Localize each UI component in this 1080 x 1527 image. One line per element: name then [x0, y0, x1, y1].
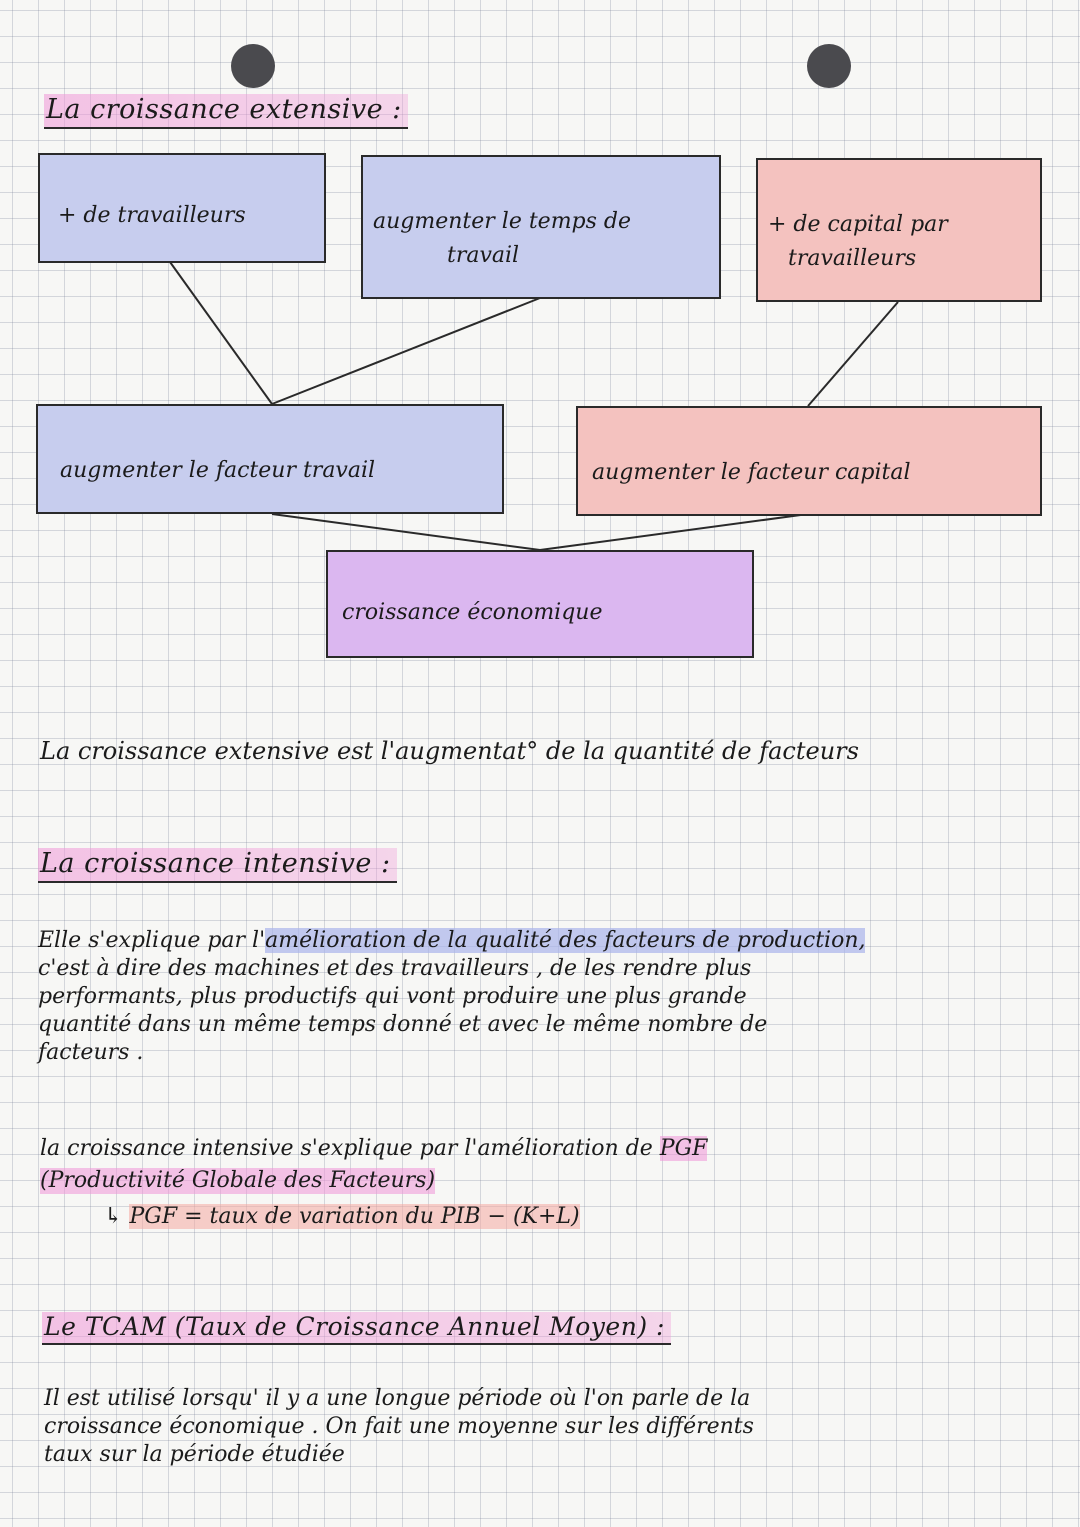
heading-croissance-extensive: La croissance extensive :	[44, 94, 408, 129]
connector-capital-to-factor	[808, 302, 898, 406]
box-more-workers-label: + de travailleurs	[58, 203, 246, 228]
box-more-capital-line1: + de capital par	[768, 212, 948, 237]
box-factor-labor-label: augmenter le facteur travail	[60, 458, 376, 483]
intensive-p1-line3: performants, plus productifs qui vont produire une plus grande	[38, 984, 747, 1009]
box-work-time	[361, 155, 721, 299]
box-more-capital-line2: travailleurs	[788, 246, 917, 271]
intensive-p1-line4: quantité dans un même temps donné et avec le même nombre de	[38, 1012, 768, 1037]
pgf-highlight: PGF	[659, 1136, 708, 1161]
box-work-time-line2: travail	[447, 243, 520, 268]
box-factor-labor	[36, 404, 504, 514]
intensive-p2-line1-start: la croissance intensive s'explique par l'amélioration de	[40, 1136, 653, 1161]
intensive-p1-highlight: amélioration de la qualité des facteurs de production,	[265, 928, 866, 953]
heading-croissance-intensive: La croissance intensive :	[38, 848, 397, 883]
connector-time-to-labor	[272, 298, 540, 404]
intensive-p1-line1-start: Elle s'explique par l'	[38, 928, 266, 953]
connector-capital-to-growth	[540, 514, 808, 550]
heading-tcam: Le TCAM (Taux de Croissance Annuel Moyen) :	[42, 1312, 671, 1345]
box-economic-growth	[326, 550, 754, 658]
box-more-workers	[38, 153, 326, 263]
tcam-line2: croissance économique . On fait une moyenne sur les différents	[44, 1414, 754, 1439]
pgf-formula: PGF = taux de variation du PIB − (K+L)	[129, 1204, 580, 1229]
box-economic-growth-label: croissance économique	[342, 600, 603, 625]
box-factor-capital-label: augmenter le facteur capital	[592, 460, 911, 485]
intensive-p1-line1	[38, 928, 865, 954]
intensive-p2-line1	[40, 1136, 707, 1162]
box-factor-capital	[576, 406, 1042, 516]
intensive-p1-line5: facteurs .	[38, 1040, 144, 1065]
intensive-p1-line2: c'est à dire des machines et des travailleurs , de les rendre plus	[38, 956, 752, 981]
extensive-definition: La croissance extensive est l'augmentat° de la quantité de facteurs	[40, 737, 859, 765]
box-work-time-line1: augmenter le temps de	[373, 209, 632, 234]
tcam-line3: taux sur la période étudiée	[44, 1442, 345, 1467]
arrow-icon: ↳	[104, 1204, 123, 1229]
box-more-capital	[756, 158, 1042, 302]
connector-workers-to-labor	[170, 262, 272, 404]
tcam-line1: Il est utilisé lorsqu' il y a une longue période où l'on parle de la	[44, 1386, 751, 1411]
connector-labor-to-growth	[272, 514, 540, 550]
pgf-formula-line	[104, 1204, 580, 1230]
pgf-definition: (Productivité Globale des Facteurs)	[40, 1168, 436, 1193]
